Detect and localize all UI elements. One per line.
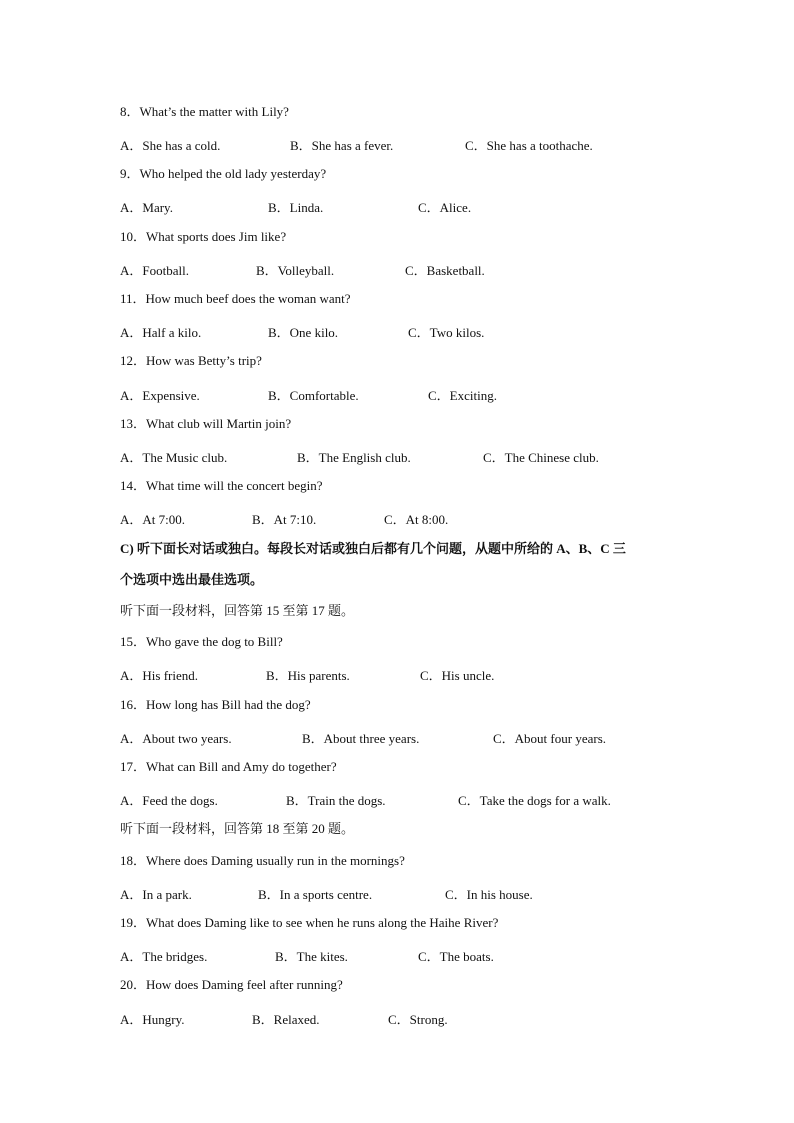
option-b: B．Linda. (268, 200, 324, 215)
option-a: A．His friend. (120, 668, 198, 683)
question-16: 16．How long has Bill had the dog? (120, 697, 311, 712)
option-b: B．Comfortable. (268, 388, 359, 403)
option-a: A．Hungry. (120, 1012, 185, 1027)
question-10: 10．What sports does Jim like? (120, 229, 287, 244)
option-c: C．The boats. (418, 949, 494, 964)
option-c: C．About four years. (493, 731, 607, 746)
option-b: B．Volleyball. (256, 263, 335, 278)
option-b: B．One kilo. (268, 325, 339, 340)
option-a: A．Mary. (120, 200, 173, 215)
option-a: A．She has a cold. (120, 138, 221, 153)
passage-2-intro: 听下面一段材料，回答第 18 至第 20 题。 (120, 821, 355, 836)
option-c: C．She has a toothache. (465, 138, 593, 153)
option-b: B．Train the dogs. (286, 793, 386, 808)
option-a: A．In a park. (120, 887, 192, 902)
option-a: A．Football. (120, 263, 189, 278)
section-c-heading: C) 听下面长对话或独白。每段长对话或独白后都有几个问题，从题中所给的 A、B、C 三 (120, 541, 626, 556)
option-b: B．About three years. (302, 731, 420, 746)
option-b: B．In a sports centre. (258, 887, 373, 902)
option-b: B．The English club. (297, 450, 411, 465)
passage-1-intro: 听下面一段材料，回答第 15 至第 17 题。 (120, 603, 355, 618)
option-c: C．Alice. (418, 200, 472, 215)
option-a: A．Half a kilo. (120, 325, 202, 340)
question-19: 19．What does Daming like to see when he runs along the Haihe River? (120, 915, 499, 930)
option-c: C．Exciting. (428, 388, 497, 403)
section-c-heading-cont: 个选项中选出最佳选项。 (120, 572, 264, 587)
option-b: B．Relaxed. (252, 1012, 320, 1027)
option-a: A．The bridges. (120, 949, 208, 964)
option-c: C．Strong. (388, 1012, 448, 1027)
question-12: 12．How was Betty’s trip? (120, 353, 262, 368)
option-c: C．His uncle. (420, 668, 495, 683)
question-13: 13．What club will Martin join? (120, 416, 292, 431)
option-c: C．Take the dogs for a walk. (458, 793, 611, 808)
question-8: 8．What’s the matter with Lily? (120, 104, 289, 119)
option-a: A．Expensive. (120, 388, 200, 403)
option-c: C．In his house. (445, 887, 533, 902)
question-14: 14．What time will the concert begin? (120, 478, 323, 493)
option-b: B．The kites. (275, 949, 348, 964)
option-c: C．The Chinese club. (483, 450, 599, 465)
option-c: C．Basketball. (405, 263, 485, 278)
question-20: 20．How does Daming feel after running? (120, 977, 343, 992)
option-b: B．She has a fever. (290, 138, 394, 153)
option-a: A．At 7:00. (120, 512, 186, 527)
option-a: A．The Music club. (120, 450, 228, 465)
option-a: A．About two years. (120, 731, 232, 746)
option-b: B．At 7:10. (252, 512, 317, 527)
option-b: B．His parents. (266, 668, 350, 683)
option-c: C．Two kilos. (408, 325, 485, 340)
question-15: 15．Who gave the dog to Bill? (120, 634, 283, 649)
question-18: 18．Where does Daming usually run in the mornings? (120, 853, 405, 868)
question-9: 9．Who helped the old lady yesterday? (120, 166, 327, 181)
question-17: 17．What can Bill and Amy do together? (120, 759, 337, 774)
option-c: C．At 8:00. (384, 512, 449, 527)
option-a: A．Feed the dogs. (120, 793, 218, 808)
question-11: 11．How much beef does the woman want? (120, 291, 351, 306)
